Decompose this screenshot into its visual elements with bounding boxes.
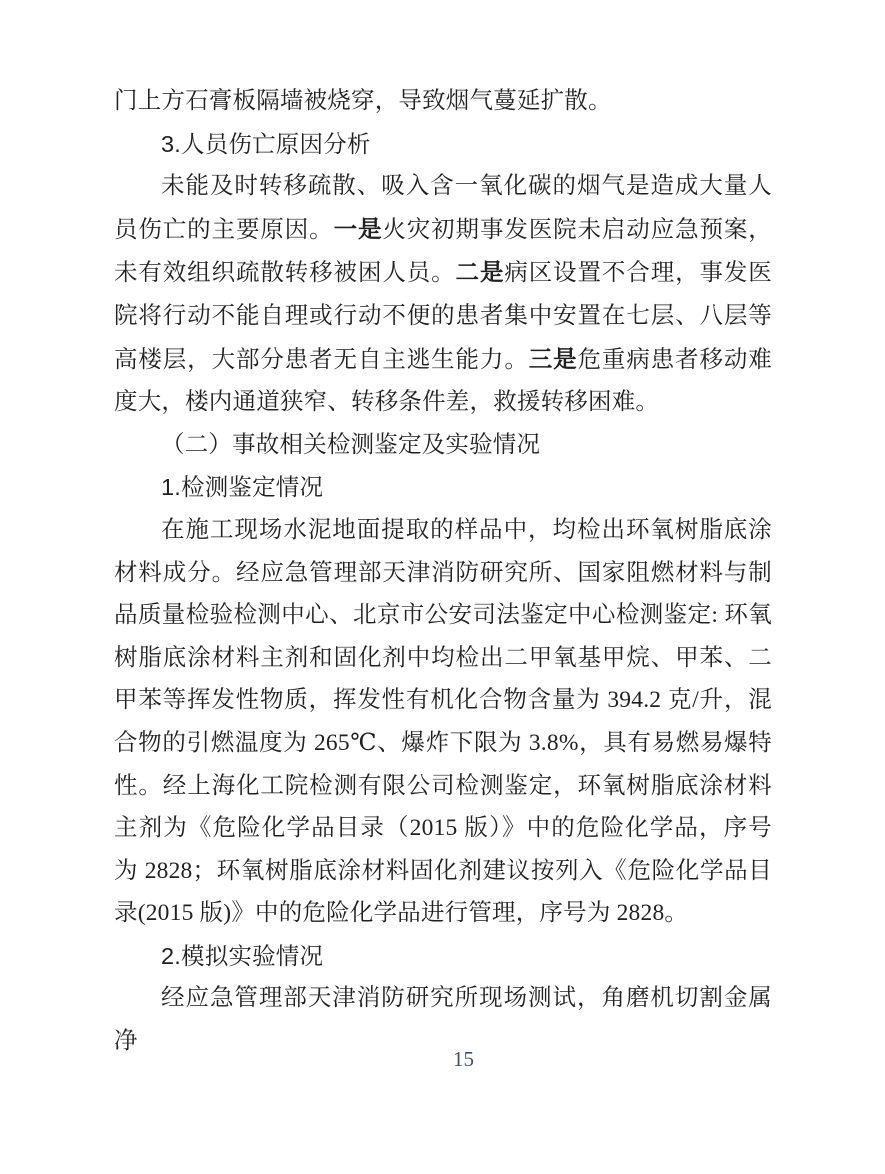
text-run: 火灾初期事发医院未启动应急预案，未有效组织疏散转移被困人员。 xyxy=(114,216,772,287)
heading-simulation-experiment: 2.模拟实验情况 xyxy=(161,942,324,969)
heading-inspection-results: 1.检测鉴定情况 xyxy=(161,474,324,501)
paragraph-simulation-experiment: 经应急管理部天津消防研究所现场测试，角磨机切割金属净 xyxy=(114,985,772,1055)
emphasis-run-third: 三是 xyxy=(528,345,578,372)
paragraph-smoke-spread: 门上方石膏板隔墙被烧穿，导致烟气蔓延扩散。 xyxy=(114,88,612,114)
emphasis-run-first: 一是 xyxy=(333,215,383,242)
document-body xyxy=(114,80,772,1063)
page-number: 15 xyxy=(453,1047,474,1071)
heading-casualty-analysis: 3.人员伤亡原因分析 xyxy=(161,130,371,157)
text-run: 未能及时转移疏散、吸入含一氧化碳的烟气是造成大量人员伤亡的主要原因。 xyxy=(114,173,772,243)
heading-section-tests: （二）事故相关检测鉴定及实验情况 xyxy=(161,431,541,458)
page-footer xyxy=(0,1044,885,1074)
text-run: 危重病患者移动难度大，楼内通道狭窄、转移条件差，救援转移困难。 xyxy=(114,346,772,416)
text-run: 病区设置不合理，事发医院将行动不能自理或行动不便的患者集中安置在七层、八层等高楼层，大部分患者无自主逃生能力。 xyxy=(114,260,772,373)
paragraph-inspection-results: 在施工现场水泥地面提取的样品中，均检出环氧树脂底涂材料成分。经应急管理部天津消防研究所、国家阻燃材料与制品质量检验检测中心、北京市公安司法鉴定中心检测鉴定: 环氧树脂底涂材料主剂和固化剂中均检出二甲氧基甲烷、甲苯、二甲苯等挥发性物质，挥发性有机化合物含量为 394.2 克/升，混合物的引燃温度为 265℃、爆炸下限为 3.8%，具有易燃易爆特性。经上海化工院检测有限公司检测鉴定，环氧树脂底涂材料主剂为《危险化学品目录（2015 版）》中的危险化学品，序号为 2828；环氧树脂底涂材料固化剂建议按列入《危险化学品目录(2015 版)》中的危险化学品进行管理，序号为 2828。 xyxy=(114,516,772,927)
paragraph-casualty-causes xyxy=(114,165,772,424)
emphasis-run-second: 二是 xyxy=(455,259,505,286)
